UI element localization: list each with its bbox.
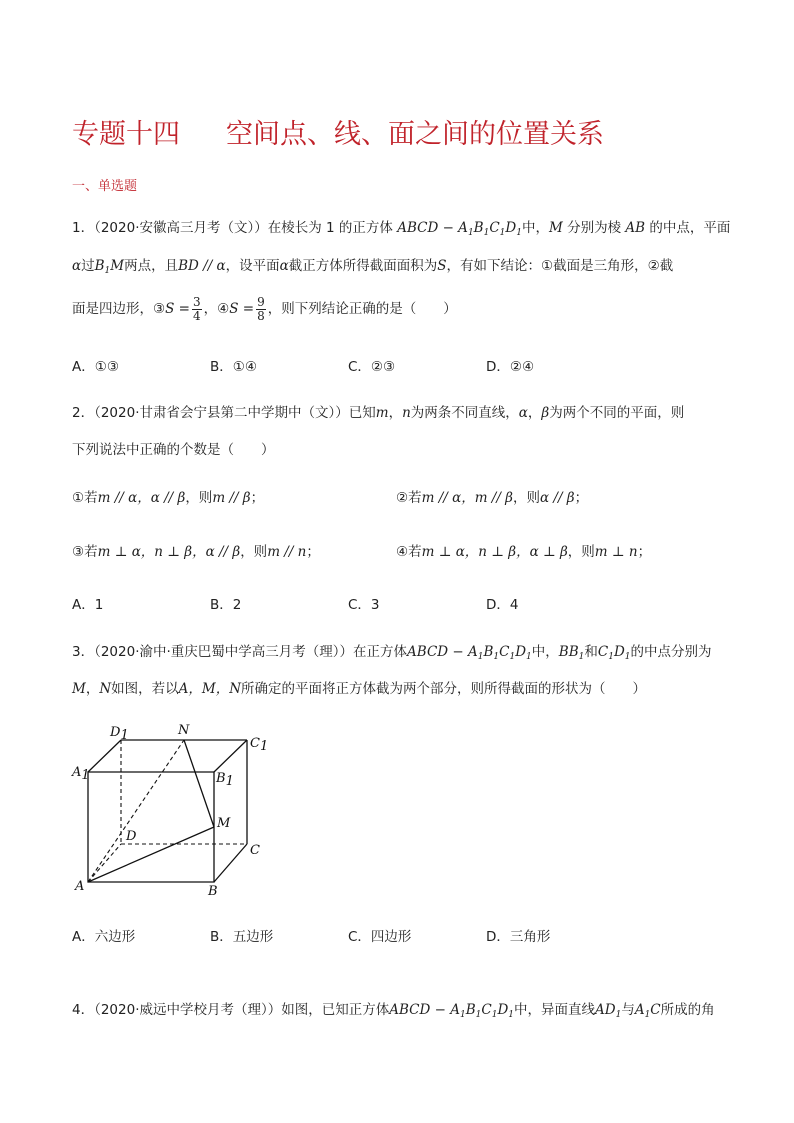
q1-option-c[interactable]: C．②③	[348, 359, 396, 375]
q1-line3: 面是四边形，③S = $\frac{3}{4}$ ，④S = $\frac{9}{8}$ ，则下列结论正确的是（ ）	[72, 294, 457, 323]
q2-line2: 下列说法中正确的个数是（ ）	[72, 442, 275, 458]
q2-option-b[interactable]: B．2	[210, 597, 242, 613]
q1-line2: α过$B_1M$两点，且BD // α，设平面α截正方体所得截面面积为S，有如下结论：①截面是三角形，②截	[72, 258, 674, 276]
q2-option-d[interactable]: D．4	[486, 597, 519, 613]
hidden-edge-a-d	[88, 844, 121, 882]
label-n: N	[178, 723, 190, 738]
page-title: 专题十四 空间点、线、面之间的位置关系	[72, 119, 604, 150]
label-a1: A1	[72, 765, 90, 783]
q3-line1: 3．（2020·渝中·重庆巴蜀中学高三月考（理））在正方体ABCD − $A_1B_1C_1D_1$中，$BB_1$和$C_1D_1$的中点分别为	[72, 644, 712, 662]
edge-a1-d1	[88, 740, 121, 772]
q1-option-b[interactable]: B．①④	[210, 359, 257, 375]
fraction-3-4: $\frac{3}{4}$	[192, 294, 201, 323]
q3-line2: M，N如图，若以A，M，N所确定的平面将正方体截为两个部分，则所得截面的形状为（ ）	[72, 681, 647, 697]
label-m: M	[217, 816, 231, 831]
q1-option-d[interactable]: D．②④	[486, 359, 535, 375]
q2-statement-3: ③若m ⊥ α，n ⊥ β，α // β，则m // n；	[72, 544, 320, 560]
q2-statement-1: ①若m // α，α // β，则m // β；	[72, 490, 265, 506]
q2-line1: 2．（2020·甘肃省会宁县第二中学期中（文））已知m，n为两条不同直线，α，β为两个不同的平面，则	[72, 405, 685, 421]
segment-n-m	[184, 740, 214, 827]
edge-b-c	[214, 844, 247, 882]
label-b: B	[208, 884, 218, 899]
q2-statement-2: ②若m // α，m // β，则α // β；	[396, 490, 589, 506]
q2-option-c[interactable]: C．3	[348, 597, 380, 613]
label-b1: B1	[216, 771, 234, 789]
cube-figure	[60, 712, 280, 902]
label-d: D	[126, 829, 137, 844]
segment-a-m	[88, 827, 214, 882]
q4-line1: 4．（2020·威远中学校月考（理））如图，已知正方体ABCD − $A_1B_1C_1D_1$中，异面直线$AD_1$与$A_1C$所成的角	[72, 1002, 715, 1020]
q1-option-a[interactable]: A．①③	[72, 359, 119, 375]
q3-option-c[interactable]: C．四边形	[348, 929, 412, 945]
edge-b1-c1	[214, 740, 247, 772]
q3-option-d[interactable]: D．三角形	[486, 929, 551, 945]
label-c1: C1	[250, 736, 269, 754]
q1-line1: 1．（2020·安徽高三月考（文））在棱长为 1 的正方体 ABCD − $A_1B_1C_1D_1$中，M 分别为棱 AB 的中点，平面	[72, 220, 731, 238]
q3-option-b[interactable]: B．五边形	[210, 929, 274, 945]
section-heading: 一、单选题	[72, 179, 138, 194]
q2-option-a[interactable]: A．1	[72, 597, 104, 613]
label-c: C	[250, 843, 260, 858]
fraction-9-8: $\frac{9}{8}$	[257, 294, 265, 323]
q3-option-a[interactable]: A．六边形	[72, 929, 136, 945]
q2-statement-4: ④若m ⊥ α，n ⊥ β，α ⊥ β，则m ⊥ n；	[396, 544, 652, 560]
label-a: A	[75, 879, 85, 894]
label-d1: D1	[110, 725, 129, 743]
